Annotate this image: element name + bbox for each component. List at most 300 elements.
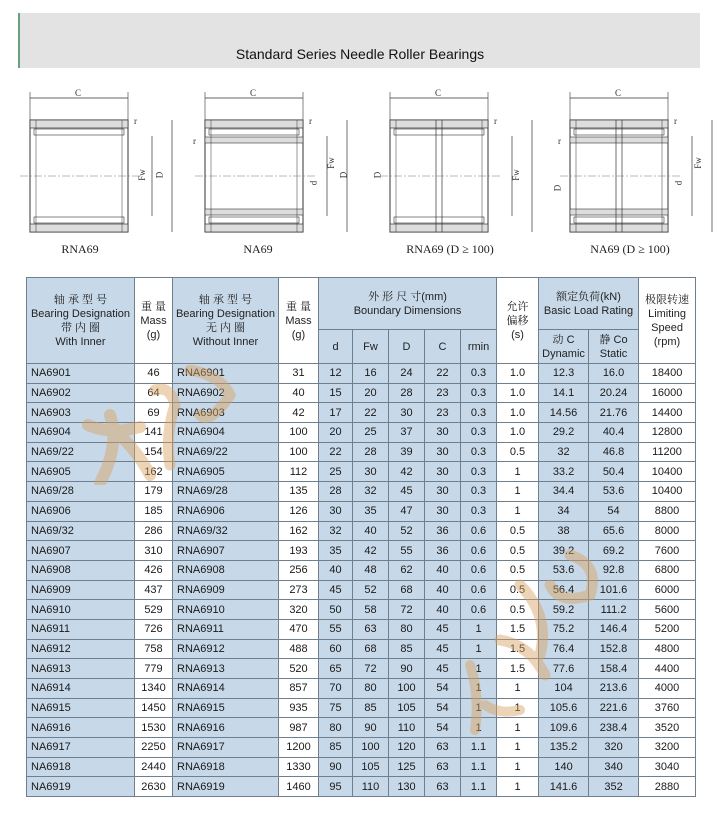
cell-dim-rmin: 0.6 — [461, 521, 497, 541]
cell-dim-fw: 72 — [353, 659, 389, 679]
diagram-label: NA69 (D ≥ 100) — [590, 242, 670, 256]
table-row — [27, 383, 696, 403]
header-d: d — [319, 330, 353, 364]
header-without-inner-en2: Without Inner — [192, 335, 259, 348]
dim-label-r: r — [193, 136, 196, 146]
cell-with-inner-designation: NA6913 — [27, 659, 135, 679]
cell-load-static: 158.4 — [589, 659, 639, 679]
cell-dim-outer-d: 105 — [389, 698, 425, 718]
cell-load-static: 53.6 — [589, 482, 639, 502]
dim-label-r: r — [494, 116, 497, 126]
cell-limiting-speed: 5600 — [639, 600, 696, 620]
cell-shift-s: 1 — [497, 718, 539, 738]
cell-without-inner-designation: RNA69/28 — [173, 482, 279, 502]
diagram-label: RNA69 (D ≥ 100) — [406, 242, 494, 256]
cell-dim-rmin: 0.3 — [461, 482, 497, 502]
cell-load-static: 92.8 — [589, 560, 639, 580]
header-without-inner-en: Bearing Designation — [175, 307, 276, 320]
cell-dim-outer-d: 80 — [389, 619, 425, 639]
cell-mass-with-inner: 726 — [135, 619, 173, 639]
cell-load-dynamic: 77.6 — [539, 659, 589, 679]
header-outer-d: D — [389, 330, 425, 364]
cell-with-inner-designation: NA6909 — [27, 580, 135, 600]
cell-dim-c: 54 — [425, 718, 461, 738]
cell-load-dynamic: 14.56 — [539, 403, 589, 423]
cell-dim-d: 65 — [319, 659, 353, 679]
table-row — [27, 482, 696, 502]
cell-with-inner-designation: NA6903 — [27, 403, 135, 423]
cell-load-static: 65.6 — [589, 521, 639, 541]
cell-load-static: 16.0 — [589, 364, 639, 384]
dim-label-r: r — [309, 116, 312, 126]
cell-load-static: 54 — [589, 501, 639, 521]
table-row — [27, 423, 696, 443]
table-row — [27, 462, 696, 482]
cell-without-inner-designation: RNA6913 — [173, 659, 279, 679]
cell-dim-d: 50 — [319, 600, 353, 620]
cell-with-inner-designation: NA6908 — [27, 560, 135, 580]
cell-limiting-speed: 8000 — [639, 521, 696, 541]
dim-label-fw: Fw — [510, 169, 521, 181]
cell-load-dynamic: 34.4 — [539, 482, 589, 502]
cell-dim-rmin: 0.3 — [461, 423, 497, 443]
cell-without-inner-designation: RNA6912 — [173, 639, 279, 659]
cell-shift-s: 1.5 — [497, 659, 539, 679]
header-mass-2-unit: (g) — [291, 328, 306, 341]
cell-mass-without-inner: 135 — [279, 482, 319, 502]
table-row — [27, 698, 696, 718]
cell-limiting-speed: 6800 — [639, 560, 696, 580]
cell-with-inner-designation: NA6911 — [27, 619, 135, 639]
cell-mass-with-inner: 64 — [135, 383, 173, 403]
cell-without-inner-designation: RNA6911 — [173, 619, 279, 639]
cell-dim-rmin: 0.6 — [461, 560, 497, 580]
cell-mass-with-inner: 1450 — [135, 698, 173, 718]
header-shift-zh1: 允许 — [506, 300, 529, 313]
cell-without-inner-designation: RNA6901 — [173, 364, 279, 384]
cell-dim-fw: 52 — [353, 580, 389, 600]
cell-mass-without-inner: 935 — [279, 698, 319, 718]
cell-dim-d: 85 — [319, 738, 353, 758]
header-without-inner-zh2: 无 内 圈 — [205, 321, 246, 334]
header-shift — [497, 278, 539, 364]
cell-dim-d: 32 — [319, 521, 353, 541]
cell-mass-with-inner: 529 — [135, 600, 173, 620]
header-with-inner-zh: 轴 承 型 号 — [53, 293, 108, 306]
header-with-inner-en2: With Inner — [55, 335, 106, 348]
cell-limiting-speed: 2880 — [639, 777, 696, 797]
cell-dim-rmin: 1 — [461, 639, 497, 659]
cell-mass-with-inner: 154 — [135, 442, 173, 462]
cell-without-inner-designation: RNA6902 — [173, 383, 279, 403]
table-row — [27, 501, 696, 521]
cell-dim-c: 40 — [425, 560, 461, 580]
cell-without-inner-designation: RNA6909 — [173, 580, 279, 600]
cell-dim-c: 36 — [425, 521, 461, 541]
cell-load-static: 320 — [589, 738, 639, 758]
cell-shift-s: 0.5 — [497, 600, 539, 620]
cell-dim-d: 60 — [319, 639, 353, 659]
cell-mass-without-inner: 1200 — [279, 738, 319, 758]
cell-dim-d: 75 — [319, 698, 353, 718]
cell-load-dynamic: 53.6 — [539, 560, 589, 580]
cell-without-inner-designation: RNA6914 — [173, 679, 279, 699]
cell-dim-outer-d: 72 — [389, 600, 425, 620]
cell-mass-without-inner: 42 — [279, 403, 319, 423]
cell-dim-d: 55 — [319, 619, 353, 639]
cell-dim-rmin: 1 — [461, 619, 497, 639]
table-row — [27, 757, 696, 777]
cell-dim-d: 45 — [319, 580, 353, 600]
cell-load-static: 221.6 — [589, 698, 639, 718]
cell-dim-rmin: 0.3 — [461, 383, 497, 403]
cell-dim-d: 17 — [319, 403, 353, 423]
cell-dim-outer-d: 100 — [389, 679, 425, 699]
bearing-drawing — [0, 88, 180, 238]
cell-with-inner-designation: NA6910 — [27, 600, 135, 620]
cell-load-static: 50.4 — [589, 462, 639, 482]
cell-dim-d: 22 — [319, 442, 353, 462]
cell-without-inner-designation: RNA6904 — [173, 423, 279, 443]
cell-dim-outer-d: 24 — [389, 364, 425, 384]
header-mass-1-zh: 重 量 — [140, 300, 167, 313]
cell-limiting-speed: 14400 — [639, 403, 696, 423]
cell-dim-d: 20 — [319, 423, 353, 443]
header-mass-2-zh: 重 量 — [285, 300, 312, 313]
cell-load-dynamic: 32 — [539, 442, 589, 462]
cell-shift-s: 1 — [497, 482, 539, 502]
cell-mass-without-inner: 193 — [279, 541, 319, 561]
cell-mass-with-inner: 2250 — [135, 738, 173, 758]
cell-dim-fw: 25 — [353, 423, 389, 443]
cell-dim-c: 40 — [425, 580, 461, 600]
cell-dim-outer-d: 110 — [389, 718, 425, 738]
table-row — [27, 521, 696, 541]
header-mass-2 — [279, 278, 319, 364]
header-boundary-en: Boundary Dimensions — [353, 304, 462, 317]
cell-dim-outer-d: 85 — [389, 639, 425, 659]
cell-limiting-speed: 3040 — [639, 757, 696, 777]
cell-dim-fw: 22 — [353, 403, 389, 423]
dim-label-d: D — [154, 171, 165, 179]
header-load-en: Basic Load Rating — [543, 304, 634, 317]
cell-dim-c: 54 — [425, 698, 461, 718]
cell-dim-fw: 63 — [353, 619, 389, 639]
cell-load-dynamic: 12.3 — [539, 364, 589, 384]
header-shift-unit: (s) — [511, 328, 524, 341]
dim-label-r: r — [674, 116, 677, 126]
cell-shift-s: 1.0 — [497, 383, 539, 403]
cell-limiting-speed: 16000 — [639, 383, 696, 403]
cell-with-inner-designation: NA69/28 — [27, 482, 135, 502]
cell-load-static: 40.4 — [589, 423, 639, 443]
cell-mass-without-inner: 162 — [279, 521, 319, 541]
cell-mass-with-inner: 310 — [135, 541, 173, 561]
dim-label-c: C — [75, 88, 82, 98]
cell-dim-outer-d: 42 — [389, 462, 425, 482]
cell-mass-without-inner: 1460 — [279, 777, 319, 797]
cell-shift-s: 0.5 — [497, 580, 539, 600]
cell-load-dynamic: 56.4 — [539, 580, 589, 600]
header-with-inner-zh2: 带 内 圈 — [60, 321, 101, 334]
cell-limiting-speed: 18400 — [639, 364, 696, 384]
table-row — [27, 659, 696, 679]
cell-without-inner-designation: RNA6903 — [173, 403, 279, 423]
cell-mass-with-inner: 2630 — [135, 777, 173, 797]
cell-dim-rmin: 0.3 — [461, 403, 497, 423]
cell-shift-s: 1 — [497, 501, 539, 521]
header-dynamic-en: Dynamic — [542, 347, 585, 360]
header-with-inner — [27, 278, 135, 364]
cell-dim-outer-d: 37 — [389, 423, 425, 443]
cell-dim-c: 36 — [425, 541, 461, 561]
cell-load-static: 152.8 — [589, 639, 639, 659]
cell-load-static: 352 — [589, 777, 639, 797]
dim-label-d: d — [308, 180, 319, 186]
cell-dim-rmin: 0.3 — [461, 462, 497, 482]
cell-load-static: 21.76 — [589, 403, 639, 423]
cell-dim-outer-d: 90 — [389, 659, 425, 679]
cell-limiting-speed: 10400 — [639, 462, 696, 482]
cell-with-inner-designation: NA6904 — [27, 423, 135, 443]
cell-limiting-speed: 7600 — [639, 541, 696, 561]
cell-without-inner-designation: RNA6906 — [173, 501, 279, 521]
cell-shift-s: 1.0 — [497, 423, 539, 443]
header-without-inner — [173, 278, 279, 364]
cell-limiting-speed: 4400 — [639, 659, 696, 679]
header-shift-zh2: 偏移 — [506, 314, 529, 327]
cell-limiting-speed: 3520 — [639, 718, 696, 738]
dim-label-fw: Fw — [136, 169, 147, 181]
cell-limiting-speed: 3200 — [639, 738, 696, 758]
cell-dim-fw: 35 — [353, 501, 389, 521]
cell-dim-rmin: 1 — [461, 679, 497, 699]
cell-dim-outer-d: 45 — [389, 482, 425, 502]
cell-load-dynamic: 141.6 — [539, 777, 589, 797]
cell-load-dynamic: 105.6 — [539, 698, 589, 718]
cell-dim-c: 30 — [425, 482, 461, 502]
cell-dim-rmin: 1.1 — [461, 777, 497, 797]
cell-dim-fw: 30 — [353, 462, 389, 482]
header-speed-unit: (rpm) — [653, 335, 681, 348]
diagram-2 — [175, 88, 355, 263]
cell-limiting-speed: 12800 — [639, 423, 696, 443]
bearing-spec-table — [26, 277, 696, 797]
cell-with-inner-designation: NA6912 — [27, 639, 135, 659]
cell-mass-without-inner: 112 — [279, 462, 319, 482]
cell-dim-c: 30 — [425, 442, 461, 462]
header-boundary-dimensions — [319, 278, 497, 330]
cell-mass-without-inner: 40 — [279, 383, 319, 403]
cell-without-inner-designation: RNA6908 — [173, 560, 279, 580]
cell-dim-fw: 90 — [353, 718, 389, 738]
cell-mass-with-inner: 162 — [135, 462, 173, 482]
cell-dim-rmin: 1 — [461, 659, 497, 679]
header-c: C — [425, 330, 461, 364]
cell-shift-s: 1 — [497, 757, 539, 777]
cell-dim-d: 25 — [319, 462, 353, 482]
header-mass-1-en: Mass — [140, 314, 167, 327]
cell-with-inner-designation: NA6905 — [27, 462, 135, 482]
cell-dim-rmin: 1 — [461, 718, 497, 738]
cell-load-static: 20.24 — [589, 383, 639, 403]
cell-mass-without-inner: 1330 — [279, 757, 319, 777]
dim-label-d: D — [338, 171, 349, 179]
cell-limiting-speed: 4800 — [639, 639, 696, 659]
cell-mass-without-inner: 273 — [279, 580, 319, 600]
table-row — [27, 560, 696, 580]
cell-mass-with-inner: 779 — [135, 659, 173, 679]
cell-dim-d: 40 — [319, 560, 353, 580]
diagram-3 — [360, 88, 540, 263]
header-rmin: rmin — [461, 330, 497, 364]
header-static-zh: 静 Co — [599, 333, 628, 346]
header-speed-en1: Limiting — [648, 307, 686, 320]
cell-dim-outer-d: 62 — [389, 560, 425, 580]
cell-dim-rmin: 0.6 — [461, 541, 497, 561]
cell-dim-d: 15 — [319, 383, 353, 403]
cell-load-dynamic: 14.1 — [539, 383, 589, 403]
header-mass-2-en: Mass — [285, 314, 312, 327]
cell-load-static: 101.6 — [589, 580, 639, 600]
cell-dim-fw: 42 — [353, 541, 389, 561]
cell-load-dynamic: 34 — [539, 501, 589, 521]
cell-without-inner-designation: RNA6915 — [173, 698, 279, 718]
cell-without-inner-designation: RNA6905 — [173, 462, 279, 482]
header-dynamic-zh: 动 C — [552, 333, 575, 346]
cell-limiting-speed: 4000 — [639, 679, 696, 699]
cell-load-dynamic: 75.2 — [539, 619, 589, 639]
diagram-1 — [0, 88, 180, 263]
cell-dim-d: 90 — [319, 757, 353, 777]
cell-dim-c: 45 — [425, 619, 461, 639]
cell-load-static: 69.2 — [589, 541, 639, 561]
cell-mass-with-inner: 185 — [135, 501, 173, 521]
cell-dim-fw: 85 — [353, 698, 389, 718]
cell-load-static: 238.4 — [589, 718, 639, 738]
title-bar — [18, 13, 700, 68]
header-load-zh: 额定负荷(kN) — [556, 290, 621, 303]
cell-shift-s: 1.5 — [497, 619, 539, 639]
cell-load-dynamic: 109.6 — [539, 718, 589, 738]
cell-dim-c: 23 — [425, 383, 461, 403]
cell-without-inner-designation: RNA6917 — [173, 738, 279, 758]
table-row — [27, 442, 696, 462]
header-boundary-zh: 外 形 尺 寸(mm) — [368, 290, 447, 303]
header-load-rating — [539, 278, 639, 330]
cell-load-dynamic: 140 — [539, 757, 589, 777]
dim-label-fw: Fw — [325, 157, 336, 169]
cell-dim-d: 35 — [319, 541, 353, 561]
cell-dim-rmin: 0.6 — [461, 600, 497, 620]
cell-mass-with-inner: 1340 — [135, 679, 173, 699]
cell-dim-outer-d: 52 — [389, 521, 425, 541]
cell-load-dynamic: 135.2 — [539, 738, 589, 758]
cell-dim-c: 22 — [425, 364, 461, 384]
cell-mass-without-inner: 31 — [279, 364, 319, 384]
cell-without-inner-designation: RNA69/32 — [173, 521, 279, 541]
cell-dim-c: 30 — [425, 423, 461, 443]
cell-dim-outer-d: 30 — [389, 403, 425, 423]
cell-load-dynamic: 29.2 — [539, 423, 589, 443]
dim-label-d: D — [372, 171, 383, 179]
cell-with-inner-designation: NA6907 — [27, 541, 135, 561]
table-row — [27, 718, 696, 738]
cell-dim-c: 63 — [425, 777, 461, 797]
cell-mass-without-inner: 320 — [279, 600, 319, 620]
cell-dim-outer-d: 120 — [389, 738, 425, 758]
cell-with-inner-designation: NA6917 — [27, 738, 135, 758]
cell-load-dynamic: 76.4 — [539, 639, 589, 659]
cell-shift-s: 1.0 — [497, 403, 539, 423]
cell-mass-without-inner: 256 — [279, 560, 319, 580]
cell-without-inner-designation: RNA6907 — [173, 541, 279, 561]
cell-mass-with-inner: 758 — [135, 639, 173, 659]
cell-mass-without-inner: 857 — [279, 679, 319, 699]
table-row — [27, 639, 696, 659]
cell-shift-s: 1.5 — [497, 639, 539, 659]
cell-limiting-speed: 3760 — [639, 698, 696, 718]
dim-label-d: d — [673, 180, 684, 186]
table-row — [27, 600, 696, 620]
header-speed-zh: 极限转速 — [645, 293, 690, 306]
cell-mass-without-inner: 470 — [279, 619, 319, 639]
cell-dim-fw: 105 — [353, 757, 389, 777]
cell-dim-d: 70 — [319, 679, 353, 699]
cell-shift-s: 0.5 — [497, 442, 539, 462]
cell-dim-d: 28 — [319, 482, 353, 502]
cell-with-inner-designation: NA6906 — [27, 501, 135, 521]
cell-with-inner-designation: NA69/22 — [27, 442, 135, 462]
cell-load-dynamic: 59.2 — [539, 600, 589, 620]
cell-without-inner-designation: RNA6916 — [173, 718, 279, 738]
page-title: Standard Series Needle Roller Bearings — [235, 46, 485, 62]
cell-mass-with-inner: 46 — [135, 364, 173, 384]
cell-without-inner-designation: RNA6919 — [173, 777, 279, 797]
cell-load-static: 46.8 — [589, 442, 639, 462]
cell-dim-fw: 80 — [353, 679, 389, 699]
diagram-label: RNA69 — [61, 242, 99, 256]
header-static-en: Static — [599, 347, 628, 360]
cell-dim-rmin: 0.3 — [461, 501, 497, 521]
table-row — [27, 403, 696, 423]
diagram-label: NA69 — [243, 242, 273, 256]
cell-dim-fw: 40 — [353, 521, 389, 541]
cell-with-inner-designation: NA6902 — [27, 383, 135, 403]
cell-dim-rmin: 0.6 — [461, 580, 497, 600]
cell-dim-fw: 48 — [353, 560, 389, 580]
cell-mass-with-inner: 286 — [135, 521, 173, 541]
cell-with-inner-designation: NA6901 — [27, 364, 135, 384]
cell-mass-with-inner: 2440 — [135, 757, 173, 777]
cell-dim-fw: 100 — [353, 738, 389, 758]
cell-dim-c: 23 — [425, 403, 461, 423]
cell-load-dynamic: 33.2 — [539, 462, 589, 482]
cell-load-static: 111.2 — [589, 600, 639, 620]
dim-label-r: r — [558, 136, 561, 146]
cell-dim-d: 12 — [319, 364, 353, 384]
dim-label-fw: Fw — [692, 157, 703, 169]
cell-mass-with-inner: 69 — [135, 403, 173, 423]
cell-dim-rmin: 1.1 — [461, 738, 497, 758]
cell-mass-without-inner: 488 — [279, 639, 319, 659]
cell-limiting-speed: 8800 — [639, 501, 696, 521]
cell-dim-outer-d: 47 — [389, 501, 425, 521]
cell-dim-c: 54 — [425, 679, 461, 699]
cell-limiting-speed: 6000 — [639, 580, 696, 600]
dim-label-r: r — [134, 116, 137, 126]
cell-mass-with-inner: 141 — [135, 423, 173, 443]
